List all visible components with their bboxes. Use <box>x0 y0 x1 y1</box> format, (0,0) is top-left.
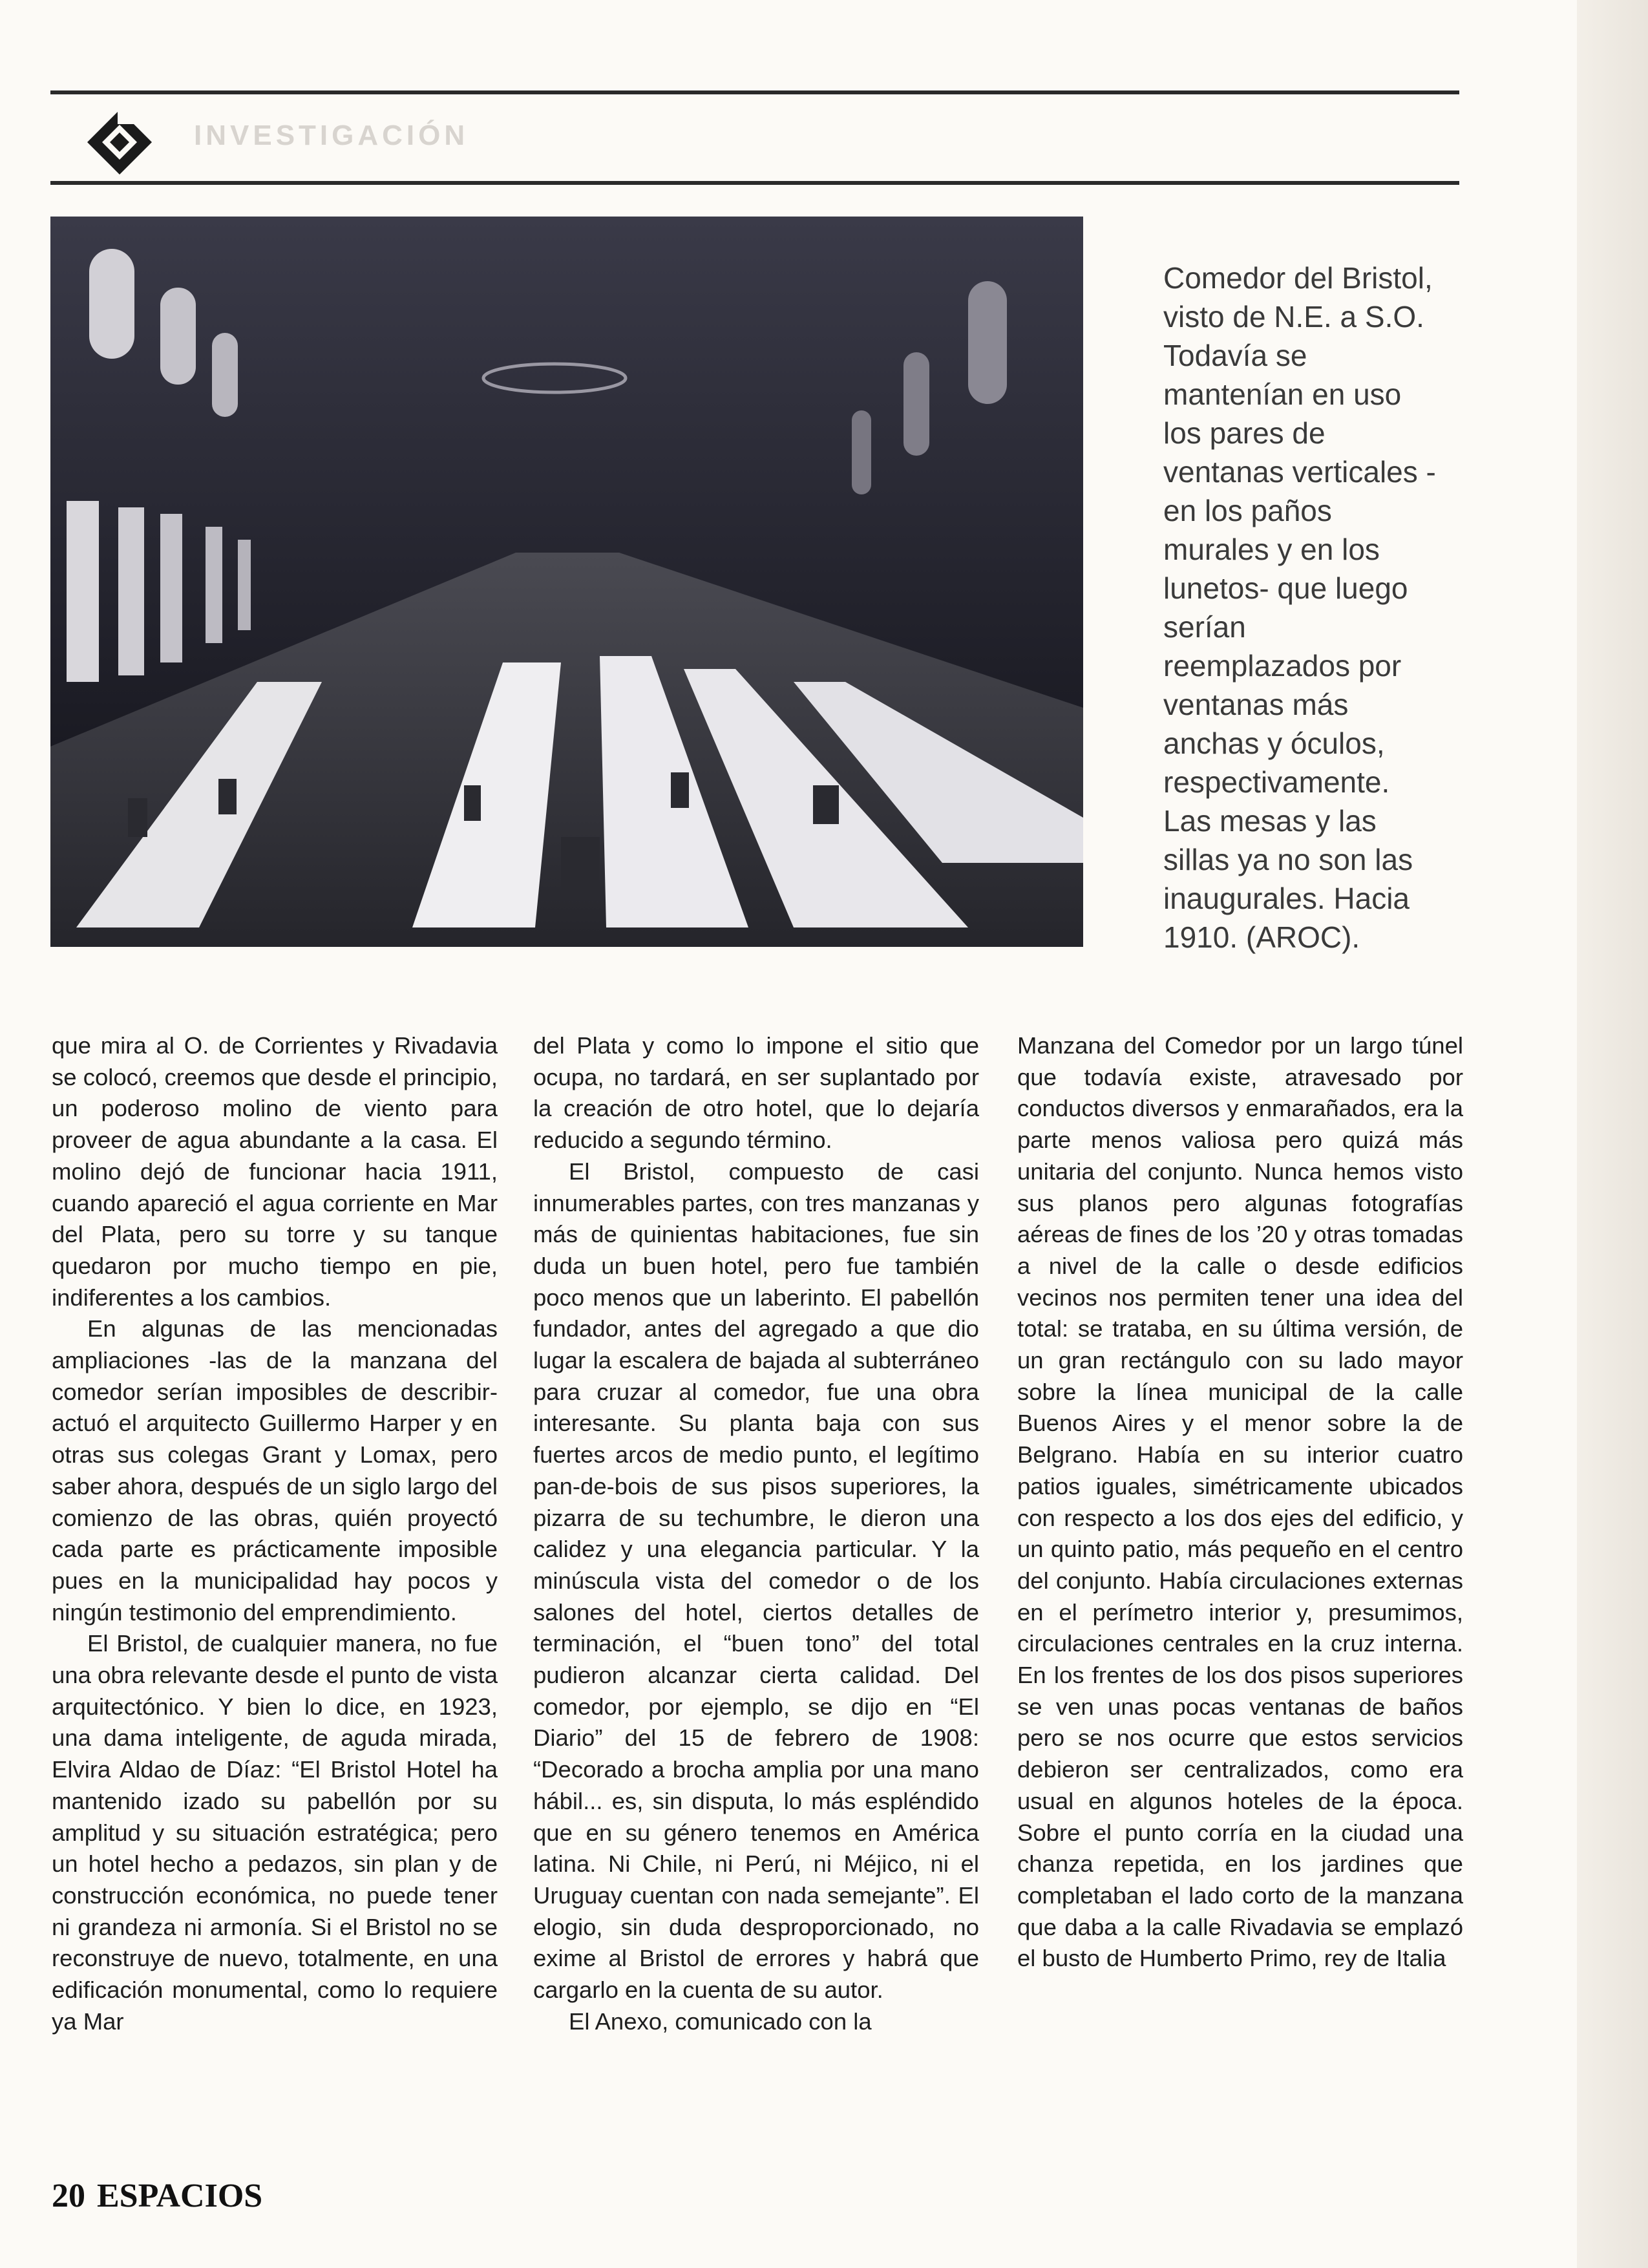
text-column-3 <box>1017 1030 1463 1975</box>
paragraph: El Bristol, de cualquier manera, no fue una obra relevante desde el punto de vista arquitectónico. Y bien lo dice, en 1923, una dama inteligente, de aguda mirada, Elvira Aldao de Díaz: “El Bristol Hotel ha mantenido izado su pabellón por su amplitud y su situación estratégica; pero un hotel hecho a pedazos, sin plan y de construcción económica, no puede tener ni grandeza ni armonía. Si el Bristol no se reconstruye de nuevo, totalmente, en una edificación monumental, como lo requiere ya Mar <box>52 1630 498 2035</box>
magazine-name: ESPACIOS <box>97 2178 263 2214</box>
paragraph: que mira al O. de Corrientes y Rivadavia se colocó, creemos que desde el principio, un poderoso molino de viento para proveer de agua abundante a la casa. El molino dejó de funcionar hacia 1911, cuando apareció el agua corriente en Mar del Plata, pero su torre y su tanque quedaron por mucho tiempo en pie, indiferentes a los cambios. <box>52 1032 498 1311</box>
paragraph: El Bristol, compuesto de casi innumerables partes, con tres manzanas y más de quinientas habitaciones, fue sin duda un buen hotel, pero fue también poco menos que un laberinto. El pabellón fundador, antes del agregado a que dio lugar la escalera de bajada al subterráneo para cruzar al comedor, fue una obra interesante. Su planta baja con sus fuertes arcos de medio punto, el legítimo pan-de-bois de sus pisos superiores, la pizarra de su techumbre, le dieron una calidez y una elegancia particular. Y la minúscula vista del comedor o de los salones del hotel, ciertos detalles de terminación, el “buen tono” del total pudieron alcanzar cierta calidad. Del comedor, por ejemplo, se dijo en “El Diario” del 15 de febrero de 1908: “Decorado a brocha amplia por una mano hábil... es, sin disputa, lo más espléndido que en su género tenemos en América latina. Ni Chile, ni Perú, ni Méjico, ni el Uruguay cuentan con nada semejante”. El elogio, sin duda desproporcionado, no exime al Bristol de errores y habrá que cargarlo en la cuenta de su autor. <box>533 1158 979 2004</box>
text-column-1 <box>52 1030 498 2038</box>
magazine-logo-icon <box>84 107 155 178</box>
page-footer <box>52 2177 262 2215</box>
page-number: 20 <box>52 2178 85 2214</box>
text-column-2 <box>533 1030 979 2038</box>
paragraph: El Anexo, comunicado con la <box>569 2008 872 2035</box>
header-rule-bottom <box>50 181 1459 185</box>
paragraph: del Plata y como lo impone el sitio que ocupa, no tardará, en ser suplantado por la creación de otro hotel, que lo dejaría reducido a segundo término. <box>533 1032 979 1154</box>
page-edge <box>1577 0 1648 2268</box>
paragraph: Manzana del Comedor por un largo túnel que todavía existe, atravesado por conductos diversos y enmarañados, era la parte menos valiosa pero quizá más unitaria del conjunto. Nunca hemos visto sus planos pero algunas fotografías aéreas de fines de los ’20 y otras tomadas a nivel de la calle o desde edificios vecinos nos permiten tener una idea del total: se trataba, en su última versión, de un gran rectángulo con su lado mayor sobre la línea municipal de la calle Buenos Aires y el menor sobre la de Belgrano. Había en su interior cuatro patios iguales, simétricamente ubicados con respecto a los dos ejes del edificio, y un quinto patio, más pequeño en el centro del conjunto. Había circulaciones externas en el perímetro interior y, presumimos, circulaciones centrales en la cruz interna. En los frentes de los dos pisos superiores se ven unas pocas ventanas de baños pero se nos ocurre que estos servicios debieron ser centralizados, como era usual en algunos hoteles de la época. Sobre el punto corría en la ciudad una chanza repetida, en los jardines que completaban el lado corto de la manzana que daba a la calle Rivadavia se emplazó el busto de Humberto Primo, rey de Italia <box>1017 1032 1463 1972</box>
dining-room-photo <box>50 217 1083 947</box>
photo-caption: Comedor del Bristol, visto de N.E. a S.O. Todavía se mantenían en uso los pares de ventanas verticales - en los paños murales y en los lunetos- que luego serían reemplazados por ventanas más anchas y óculos, respectivamente. Las mesas y las sillas ya no son las inaugurales. Hacia 1910. (AROC). <box>1163 261 1436 954</box>
paragraph: En algunas de las mencionadas ampliaciones -las de la manzana del comedor serían imposibles de describir- actuó el arquitecto Guillermo Harper y en otras sus colegas Grant y Lomax, pero saber ahora, después de un siglo largo del comienzo de las obras, quién proyectó cada parte es prácticamente imposible pues en la municipalidad hay pocos y ningún testimonio del emprendimiento. <box>52 1315 498 1626</box>
section-label: INVESTIGACIÓN <box>194 120 469 151</box>
header-rule-top <box>50 90 1459 94</box>
